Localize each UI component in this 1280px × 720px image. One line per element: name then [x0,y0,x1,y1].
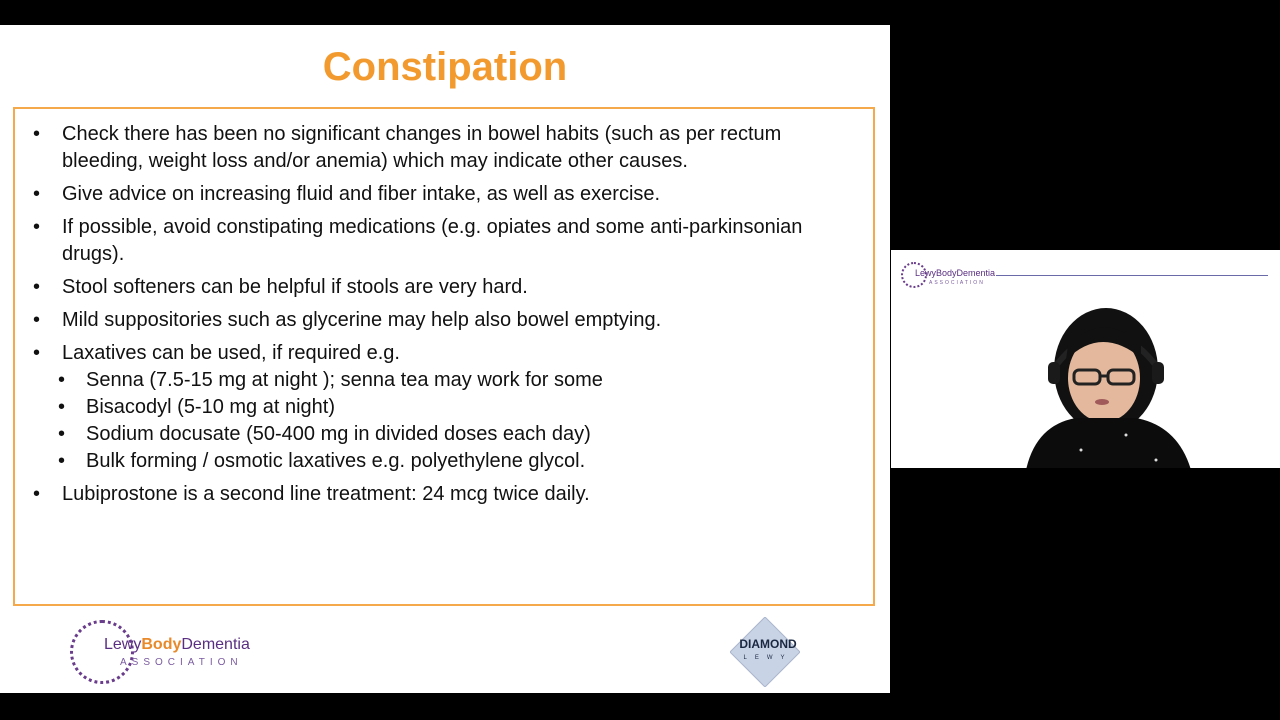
diamond-subtitle: LEWY [743,655,793,661]
presentation-slide [0,25,890,693]
bullet-item: • If possible, avoid constipating medications (e.g. opiates and some anti-parkinsonian drugs). [15,214,877,268]
lbda-association-text: ASSOCIATION [120,657,243,668]
sub-bullet-item: • Sodium docusate (50-400 mg in divided doses each day) [62,421,847,448]
bullet-item-laxatives [15,340,877,475]
diamond-lewy-logo [713,617,823,687]
bullet-item: • Stool softeners can be helpful if stools are very hard. [15,274,877,301]
slide-title: Constipation [322,45,568,89]
speaker-video [891,250,1280,468]
bullet-item: • Give advice on increasing fluid and fiber intake, as well as exercise. [15,181,877,208]
lbda-logo [70,618,280,688]
video-logo-text: LewyBodyDementia [915,268,996,278]
video-lbda-logo [901,262,1001,292]
lbda-wordmark: LewyBodyDementia [104,636,250,653]
video-logo-sub: ASSOCIATION [929,280,985,286]
bullet-item: • Check there has been no significant changes in bowel habits (such as per rectum bleeding, weight loss and/or anemia) which may indicate other causes. [15,121,877,175]
sub-bullet-item: • Bulk forming / osmotic laxatives e.g. polyethylene glycol. [62,448,847,475]
sub-bullet-item: • Bisacodyl (5-10 mg at night) [62,394,847,421]
diamond-icon [730,617,800,687]
bullet-item: • Lubiprostone is a second line treatment: 24 mcg twice daily. [15,481,877,508]
bullet-item: • Mild suppositories such as glycerine may help also bowel emptying. [15,307,877,334]
content-box [13,107,875,606]
bullet-text: Laxatives can be used, if required e.g. [62,342,400,364]
bullet-list [15,121,877,514]
sub-bullet-item: • Senna (7.5-15 mg at night ); senna tea may work for some [62,367,847,394]
diamond-title: DIAMOND [739,637,797,651]
sub-bullet-list [62,367,847,475]
video-divider-line [996,275,1268,276]
speaker-person-icon [1006,300,1206,468]
